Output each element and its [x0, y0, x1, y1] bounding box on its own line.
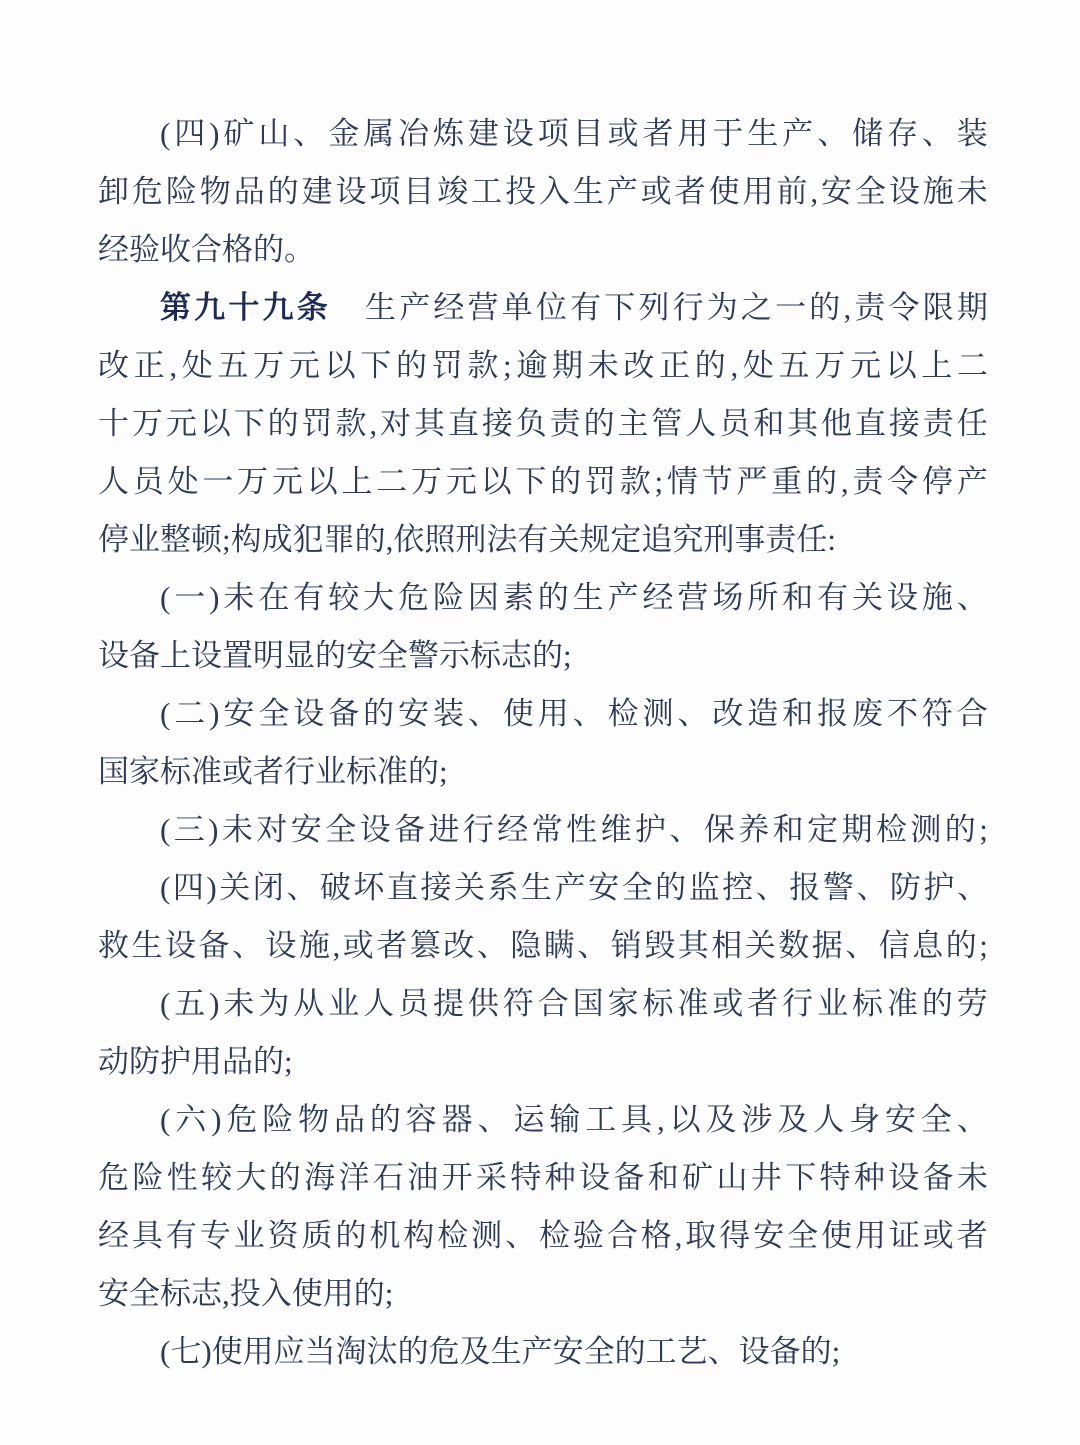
article-number-char: 十: [228, 290, 260, 325]
article-number-char: 条: [296, 290, 328, 325]
article-99-intro-line-3: 十 万 元 以 下 的 罚 款 , 对 其 直 接 负 责 的 主 管 人 员 和 其 他 直 接 责 任: [98, 406, 988, 441]
article-99-intro-line-4: 人 员 处 一 万 元 以 上 二 万 元 以 下 的 罚 款 ; 情 节 严 重 的 , 责 令 停 产: [98, 464, 988, 499]
item-7-line-1: (七)使用应当淘汰的危及生产安全的工艺、设备的;: [160, 1334, 841, 1369]
article-99-intro-line-5: 停业整顿;构成犯罪的,依照刑法有关规定追究刑事责任:: [98, 522, 836, 557]
item-6-line-1: ( 六 ) 危 险 物 品 的 容 器 、 运 输 工 具 , 以 及 涉 及 人 身 安 全 、: [160, 1102, 988, 1137]
legal-text-block: [98, 105, 988, 1381]
prev-article-item-4-line-3: 经验收合格的。: [98, 232, 315, 267]
item-5-line-2: 动防护用品的;: [98, 1044, 293, 1079]
item-2-line-2: 国家标准或者行业标准的;: [98, 754, 448, 789]
item-4-line-2: 救 生 设 备 、 设 施 , 或 者 篡 改 、 隐 瞒 、 销 毁 其 相 关 数 据 、 信 息 的 ;: [98, 928, 988, 963]
article-number-char: 第: [160, 290, 191, 325]
item-4-line-1: ( 四 ) 关 闭 、 破 坏 直 接 关 系 生 产 安 全 的 监 控 、 报 警 、 防 护 、: [160, 870, 988, 905]
article-99-intro-line-1: 第 九 十 九 条 生 产 经 营 单 位 有 下 列 行 为 之 一 的 , 责 令 限 期: [98, 279, 988, 337]
item-6-line-4: 安全标志,投入使用的;: [98, 1276, 394, 1311]
article-99-intro-line-2: 改 正 , 处 五 万 元 以 下 的 罚 款 ; 逾 期 未 改 正 的 , 处 五 万 元 以 上 二: [98, 348, 988, 383]
item-5-line-1: ( 五 ) 未 为 从 业 人 员 提 供 符 合 国 家 标 准 或 者 行 业 标 准 的 劳: [160, 986, 988, 1021]
item-2-line-1: ( 二 ) 安 全 设 备 的 安 装 、 使 用 、 检 测 、 改 造 和 报 废 不 符 合: [160, 696, 988, 731]
article-number-char: 九: [262, 290, 294, 325]
item-1-line-1: ( 一 ) 未 在 有 较 大 危 险 因 素 的 生 产 经 营 场 所 和 有 关 设 施 、: [160, 580, 988, 615]
prev-article-item-4-line-2: 卸 危 险 物 品 的 建 设 项 目 竣 工 投 入 生 产 或 者 使 用 前 , 安 全 设 施 未: [98, 174, 988, 209]
item-6-line-3: 经 具 有 专 业 资 质 的 机 构 检 测 、 检 验 合 格 , 取 得 安 全 使 用 证 或 者: [98, 1218, 988, 1253]
prev-article-item-4-line-1: ( 四 ) 矿 山 、 金 属 冶 炼 建 设 项 目 或 者 用 于 生 产 、 储 存 、 装: [160, 116, 988, 151]
item-6-line-2: 危 险 性 较 大 的 海 洋 石 油 开 采 特 种 设 备 和 矿 山 井 下 特 种 设 备 未: [98, 1160, 988, 1195]
item-3-line-1: ( 三 ) 未 对 安 全 设 备 进 行 经 常 性 维 护 、 保 养 和 定 期 检 测 的 ;: [160, 812, 988, 847]
article-number-char: 九: [194, 290, 226, 325]
item-1-line-2: 设备上设置明显的安全警示标志的;: [98, 638, 572, 673]
